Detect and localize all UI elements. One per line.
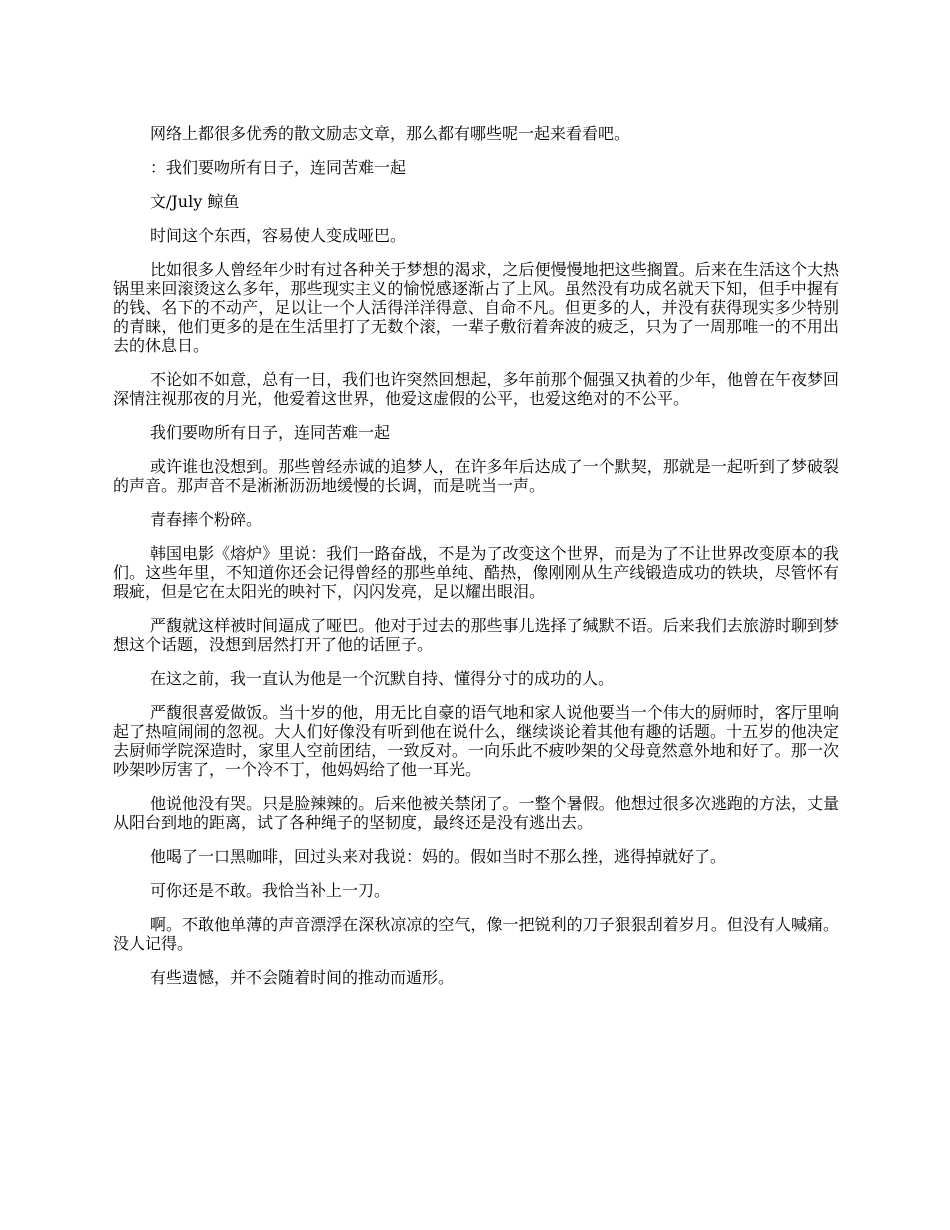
paragraph: 严馥就这样被时间逼成了哑巴。他对于过去的那些事儿选择了缄默不语。后来我们去旅游时聊到梦想这个话题，没想到居然打开了他的话匣子。 [113, 616, 839, 654]
paragraph: 或许谁也没想到。那些曾经赤诚的追梦人，在许多年后达成了一个默契，那就是一起听到了梦破裂的声音。那声音不是淅淅沥沥地缓慢的长调，而是咣当一声。 [113, 457, 839, 495]
paragraph: 他喝了一口黑咖啡，回过头来对我说：妈的。假如当时不那么挫，逃得掉就好了。 [150, 847, 727, 866]
paragraph: 时间这个东西，容易使人变成哑巴。 [150, 226, 407, 245]
paragraph: 啊。不敢他单薄的声音漂浮在深秋凉凉的空气，像一把锐利的刀子狠狠刮着岁月。但没有人喊痛。没人记得。 [113, 915, 839, 953]
paragraph: 韩国电影《熔炉》里说：我们一路奋战，不是为了改变这个世界，而是为了不让世界改变原本的我们。这些年里，不知道你还会记得曾经的那些单纯、酷热，像刚刚从生产线锻造成功的铁块，尽管怀有瑕疵，但是它在太阳光的映衬下，闪闪发亮，足以耀出眼泪。 [113, 544, 839, 601]
paragraph: 可你还是不敢。我恰当补上一刀。 [150, 881, 391, 900]
paragraph: 青春摔个粉碎。 [150, 510, 263, 529]
paragraph-title: ：我们要吻所有日子，连同苦难一起 [150, 158, 407, 177]
paragraph-author: 文/July 鲸鱼 [150, 192, 240, 211]
paragraph: 严馥很喜爱做饭。当十岁的他，用无比自豪的语气地和家人说他要当一个伟大的厨师时，客厅里响起了热喧闹闹的忽视。大人们好像没有听到他在说什么，继续谈论着其他有趣的话题。十五岁的他决定去厨师学院深造时，家里人空前团结，一致反对。一向乐此不疲吵架的父母竟然意外地和好了。那一次吵架吵厉害了，一个冷不丁，他妈妈给了他一耳光。 [113, 703, 839, 779]
paragraph: 在这之前，我一直认为他是一个沉默自持、懂得分寸的成功的人。 [150, 669, 615, 688]
paragraph-subheading: 我们要吻所有日子，连同苦难一起 [150, 423, 391, 442]
paragraph: 他说他没有哭。只是脸辣辣的。后来他被关禁闭了。一整个暑假。他想过很多次逃跑的方法，丈量从阳台到地的距离，试了各种绳子的坚韧度，最终还是没有逃出去。 [113, 794, 839, 832]
paragraph-intro: 网络上都很多优秀的散文励志文章，那么都有哪些呢一起来看看吧。 [150, 124, 631, 143]
paragraph: 比如很多人曾经年少时有过各种关于梦想的渴求，之后便慢慢地把这些搁置。后来在生活这个大热锅里来回滚烫这么多年，那些现实主义的愉悦感逐渐占了上风。虽然没有功成名就天下知，但手中握有的钱、名下的不动产，足以让一个人活得洋洋得意、自命不凡。但更多的人，并没有获得现实多少特别的青睐，他们更多的是在生活里打了无数个滚，一辈子敷衍着奔波的疲乏，只为了一周那唯一的不用出去的休息日。 [113, 260, 839, 355]
paragraph: 不论如不如意，总有一日，我们也许突然回想起，多年前那个倔强又执着的少年，他曾在午夜梦回深情注视那夜的月光，他爱着这世界，他爱这虚假的公平，也爱这绝对的不公平。 [113, 370, 839, 408]
paragraph: 有些遗憾，并不会随着时间的推动而遁形。 [150, 968, 455, 987]
article-body [113, 124, 839, 1002]
